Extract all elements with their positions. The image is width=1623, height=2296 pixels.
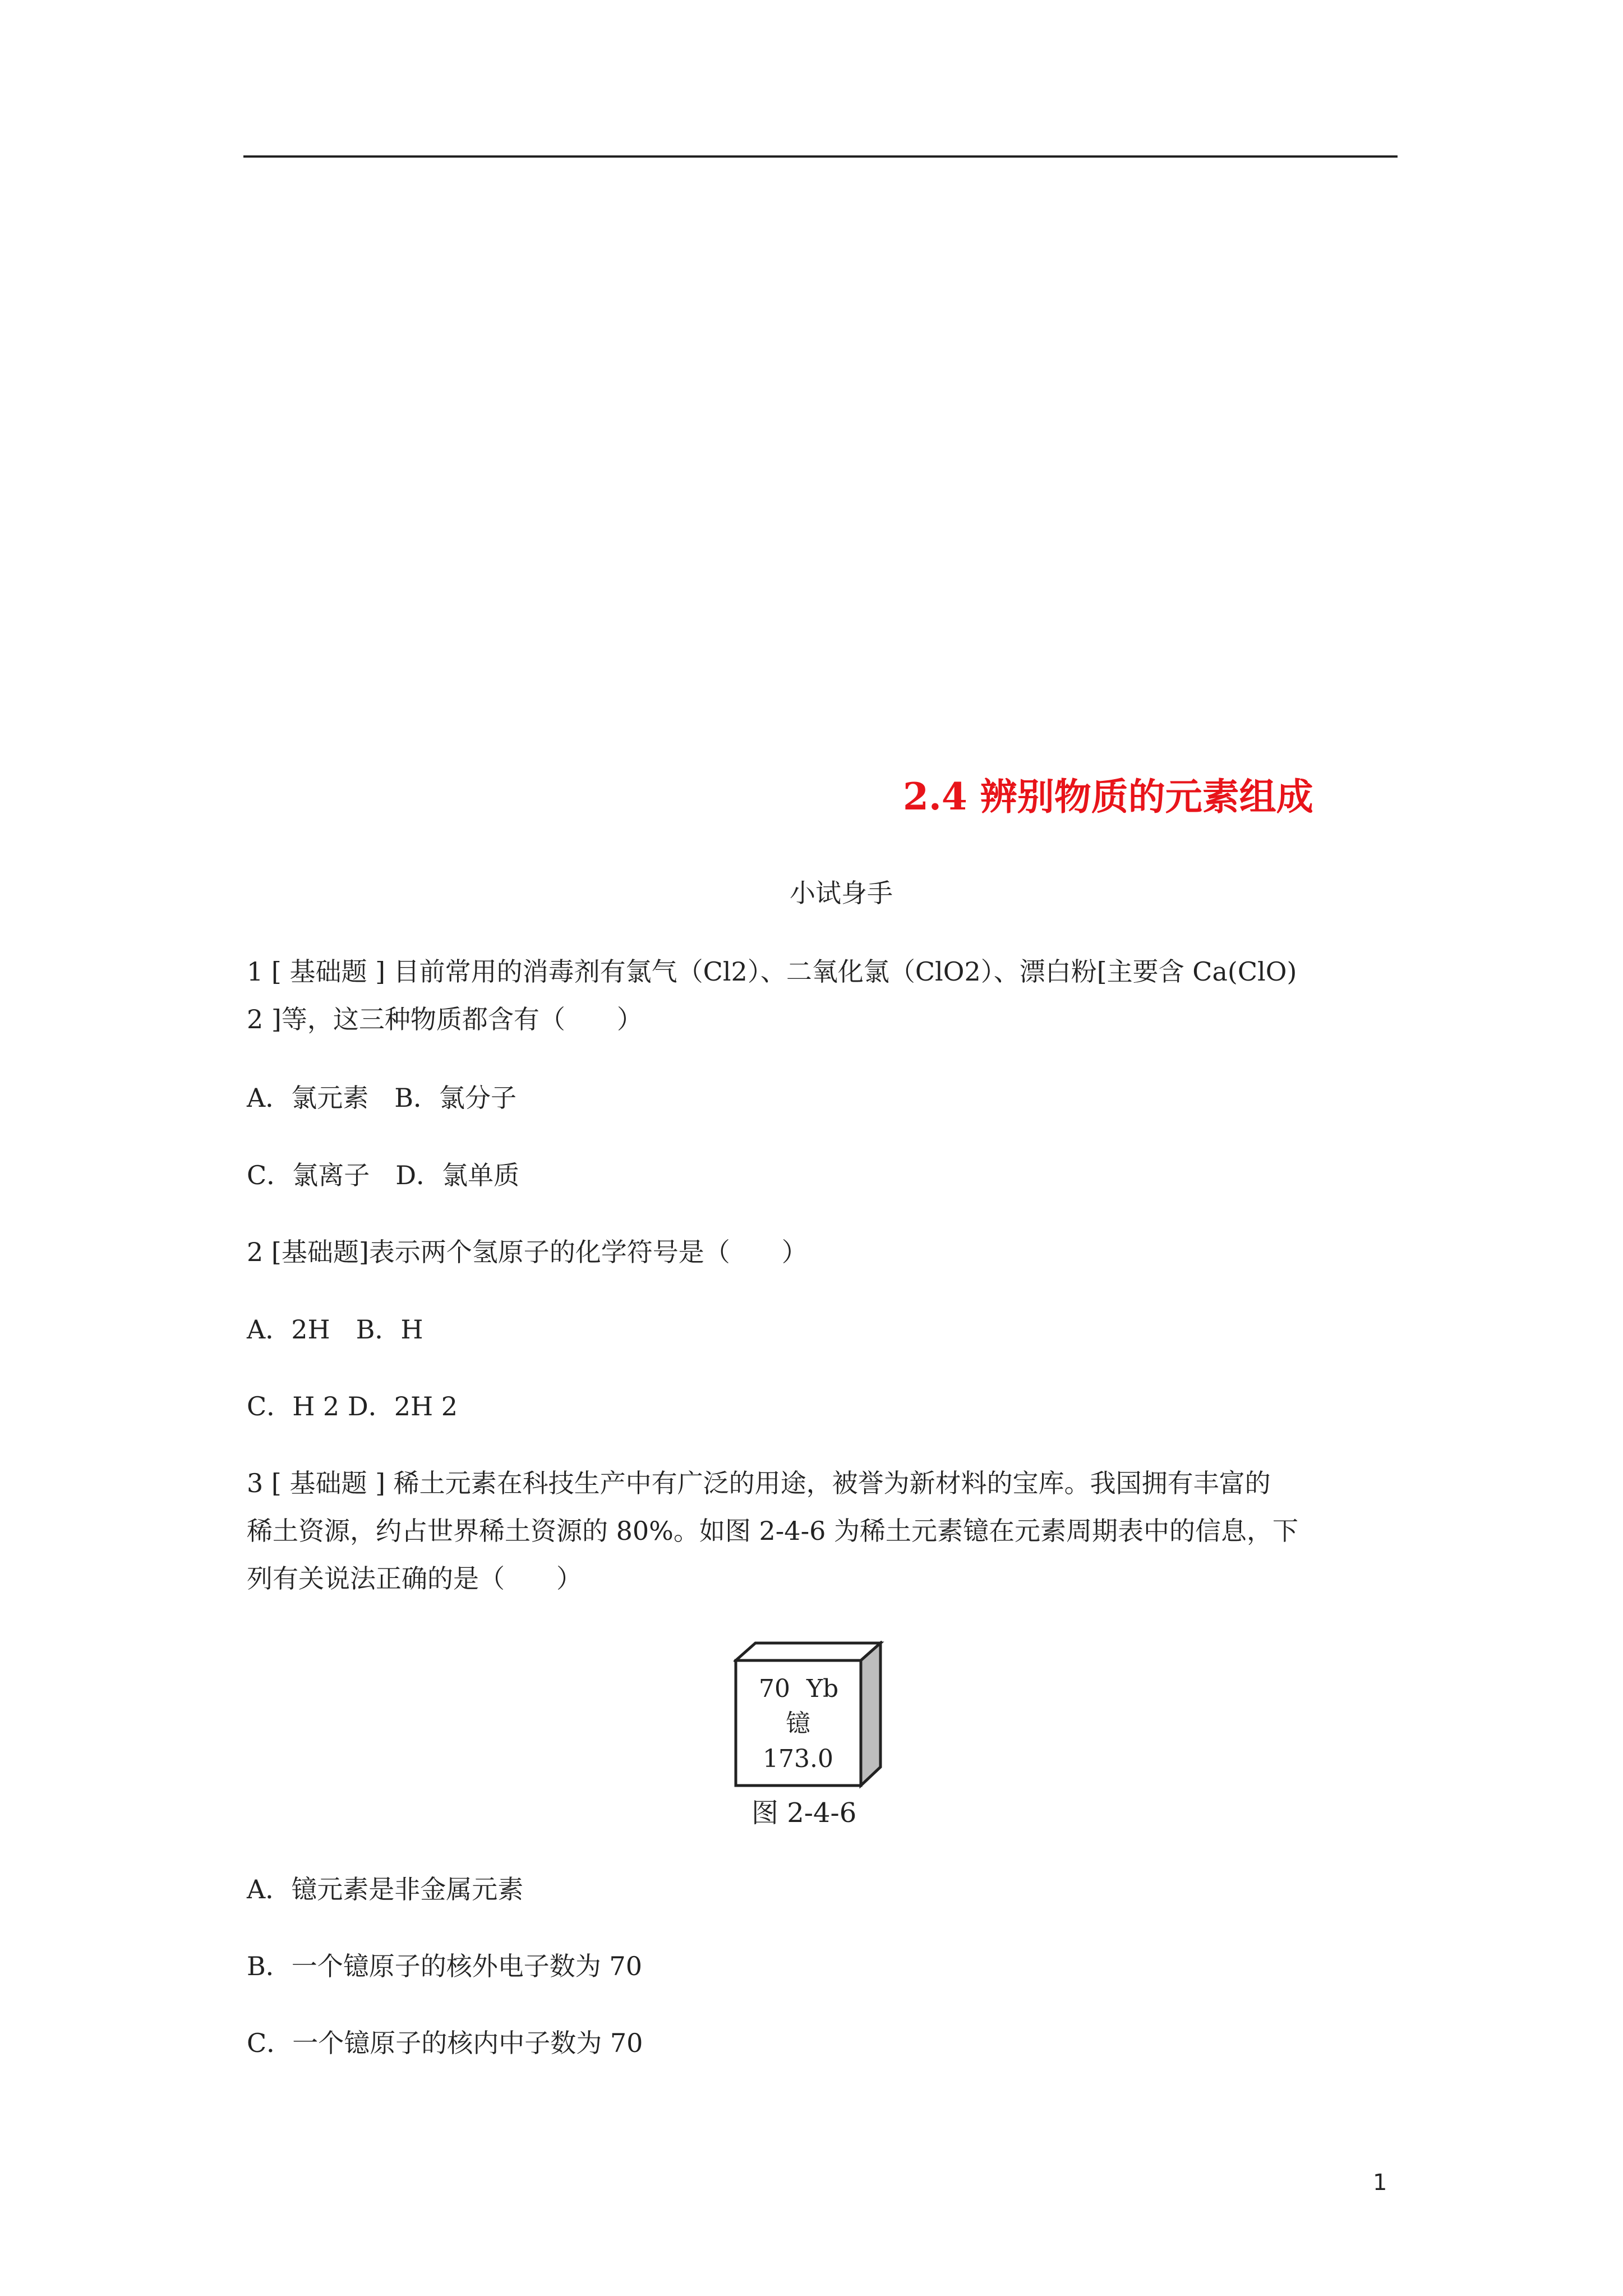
q3-option-c: C．一个镱原子的核内中子数为 70 — [247, 2028, 643, 2058]
q2-stem: 2 [基础题]表示两个氢原子的化学符号是（ ） — [247, 1237, 808, 1267]
q3-stem-line2: 稀土资源，约占世界稀土资源的 80%。如图 2-4-6 为稀土元素镱在元素周期表中的信息，下 — [247, 1516, 1298, 1546]
section-title: 2.4 辨别物质的元素组成 — [903, 775, 1313, 818]
q2-options-cd: C．H 2 D．2H 2 — [247, 1391, 458, 1421]
q1-options-cd: C．氯离子 D．氯单质 — [247, 1160, 520, 1190]
q3-option-a: A．镱元素是非金属元素 — [247, 1874, 524, 1904]
q3-stem-line1: 3 [ 基础题 ] 稀土元素在科技生产中有广泛的用途，被誉为新材料的宝库。我国拥有丰富的 — [247, 1468, 1271, 1498]
cube-top-face — [736, 1643, 880, 1660]
page-number: 1 — [1373, 2170, 1387, 2196]
section-subtitle: 小试身手 — [790, 878, 893, 908]
cube-side-face — [861, 1643, 880, 1786]
q1-stem-line2: 2 ]等，这三种物质都含有（ ） — [247, 1004, 643, 1034]
q1-stem-line1: 1 [ 基础题 ] 目前常用的消毒剂有氯气（Cl2）、二氧化氯（ClO2）、漂白粉[主要含 Ca(ClO) — [247, 956, 1297, 987]
element-name: 镱 — [786, 1709, 810, 1738]
element-cube — [734, 1641, 885, 1789]
q2-options-ab: A．2H B．H — [247, 1314, 423, 1345]
element-card-figure — [734, 1641, 885, 1792]
element-symbol: Yb — [806, 1674, 839, 1703]
q3-option-b: B．一个镱原子的核外电子数为 70 — [247, 1951, 642, 1981]
figure-caption: 图 2-4-6 — [751, 1797, 857, 1829]
q1-options-ab: A．氯元素 B．氯分子 — [247, 1083, 517, 1113]
atomic-mass: 173.0 — [763, 1745, 833, 1773]
q3-stem-line3: 列有关说法正确的是（ ） — [247, 1563, 582, 1594]
header-rule — [243, 155, 1398, 158]
atomic-number: 70 — [759, 1674, 790, 1703]
